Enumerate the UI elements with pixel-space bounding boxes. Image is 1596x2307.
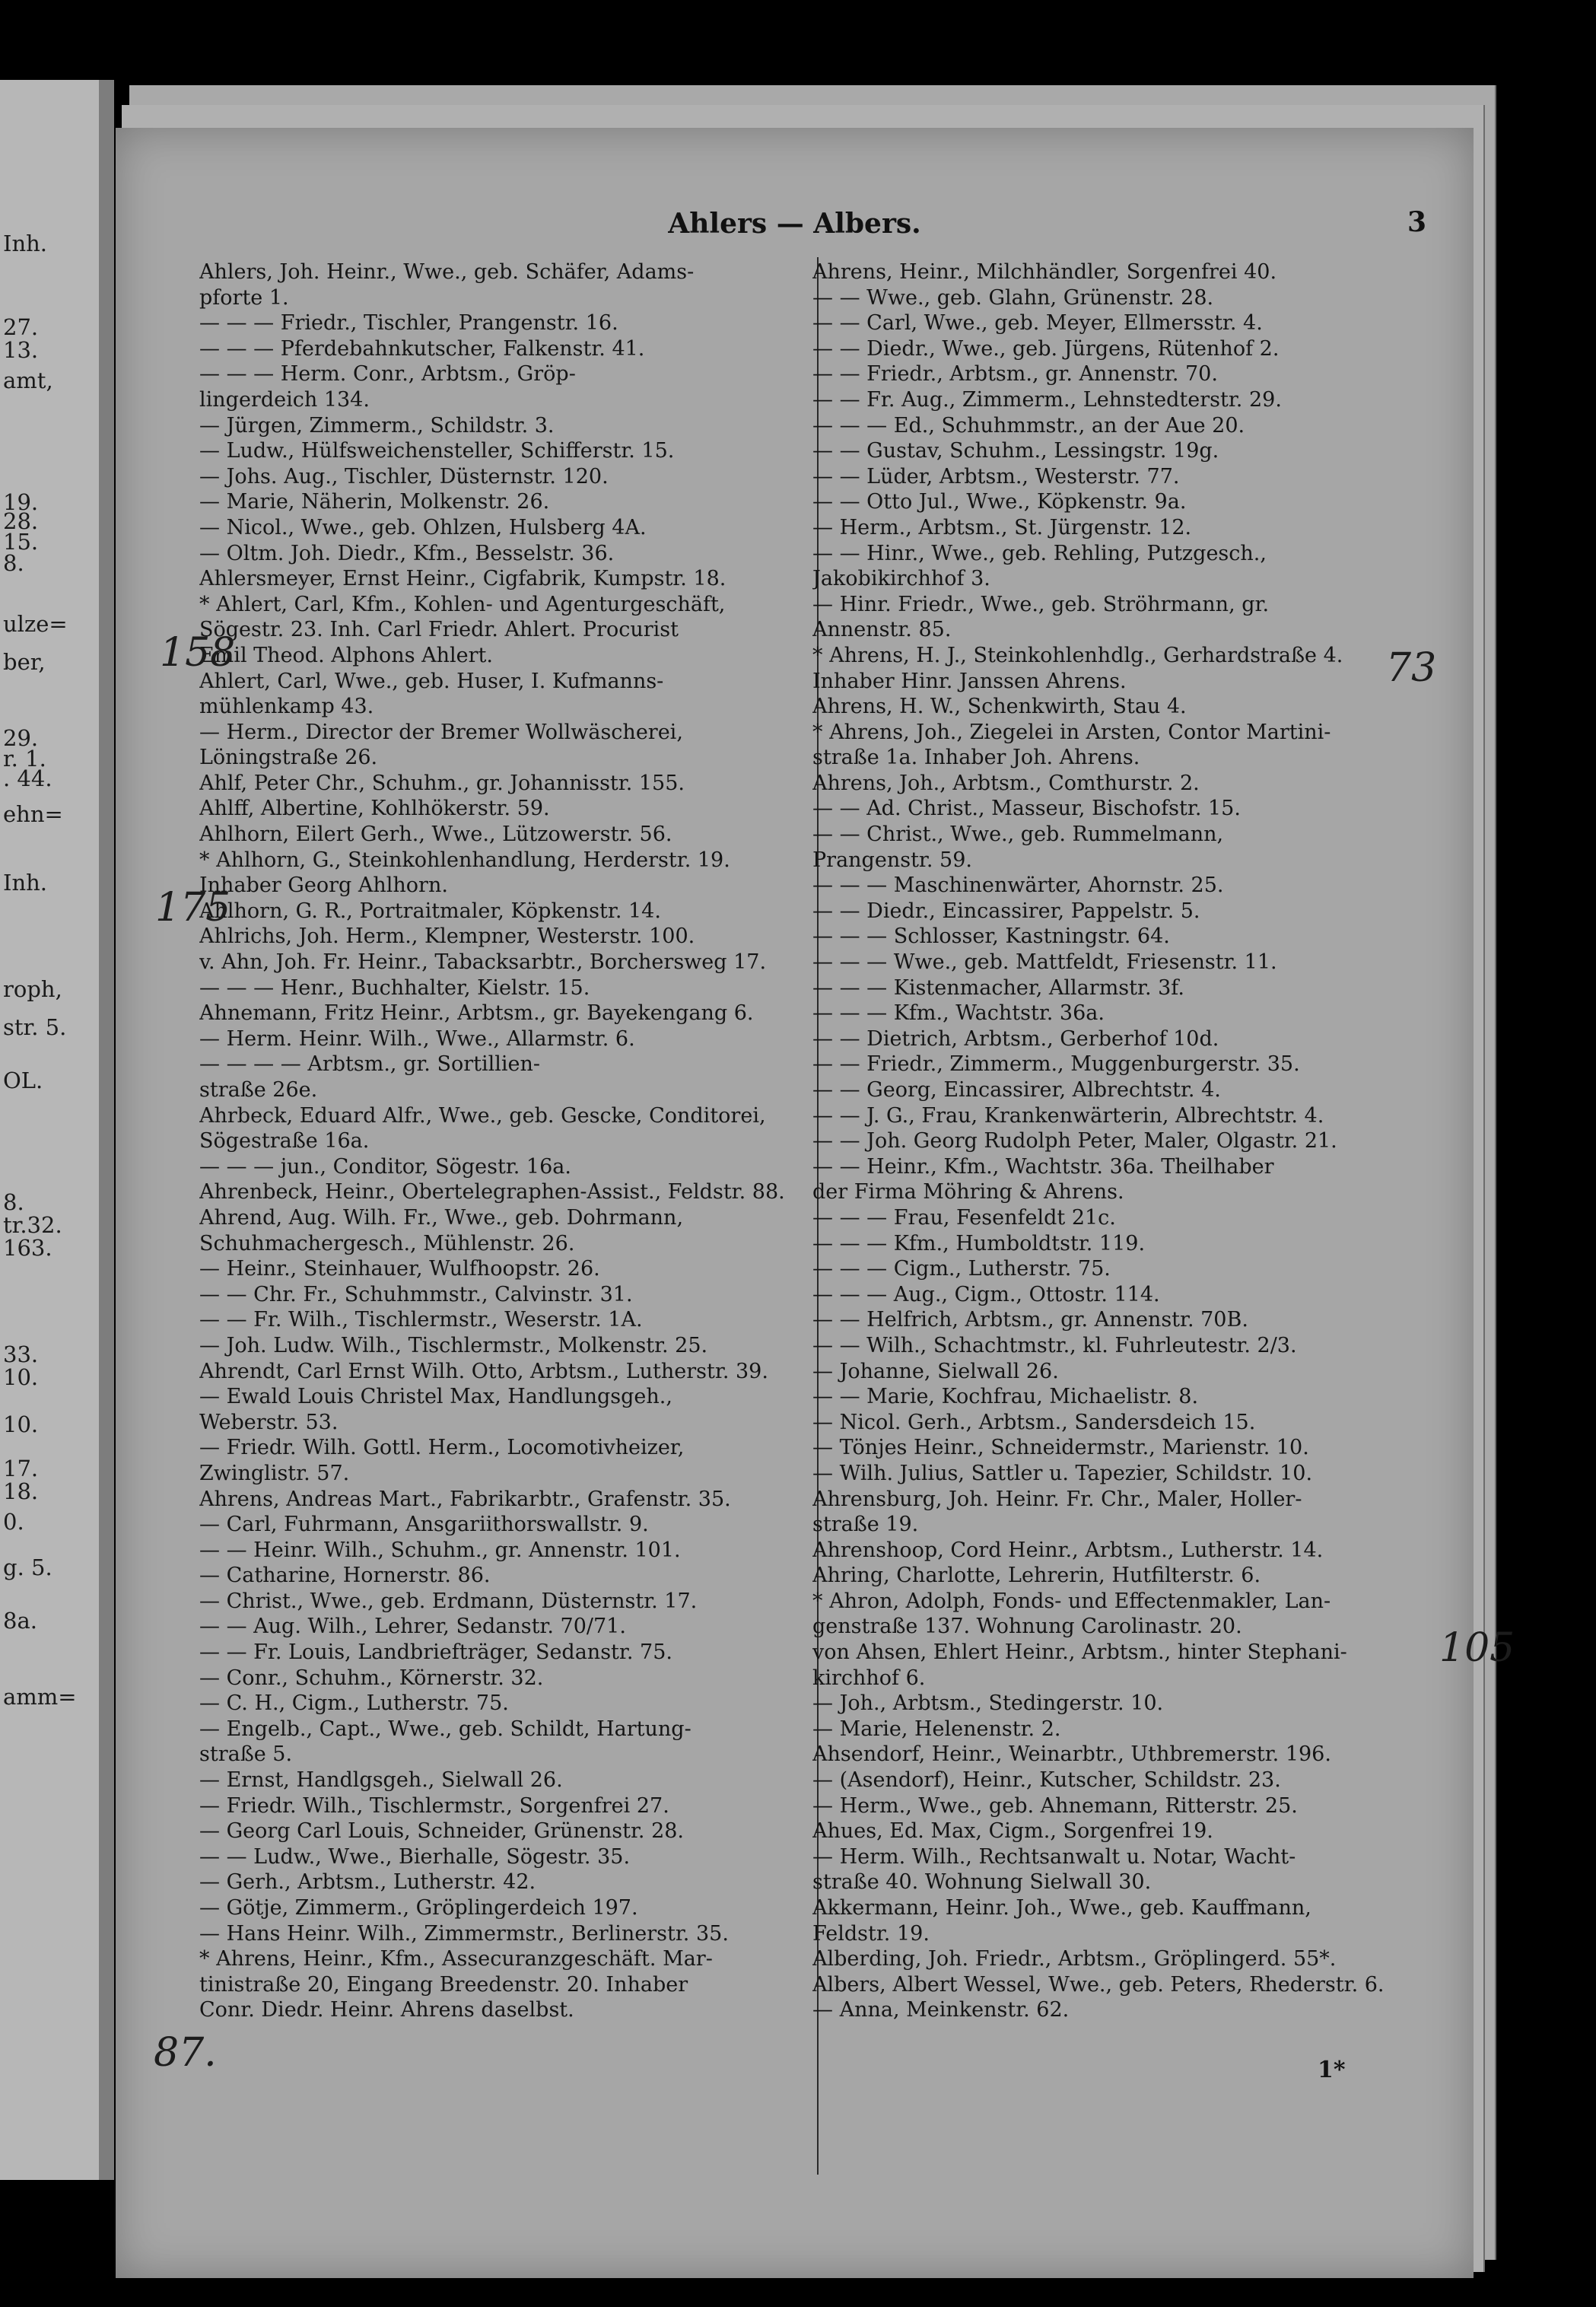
directory-entry-line: — Johanne, Sielwall 26. [812,1359,1059,1383]
directory-entry-line: — — Gustav, Schuhm., Lessingstr. 19g. [812,439,1219,463]
handwritten-annotation: 158 [160,630,236,676]
directory-entry-line: — Friedr. Wilh. Gottl. Herm., Locomotivheizer, [199,1436,685,1460]
directory-entry-line: * Ahlert, Carl, Kfm., Kohlen- und Agenturgeschäft, [199,592,726,616]
directory-entry-line: — — Otto Jul., Wwe., Köpkenstr. 9a. [812,490,1187,514]
directory-entry-line: — — — Aug., Cigm., Ottostr. 114. [812,1282,1160,1306]
directory-entry-line: Ahrens, Andreas Mart., Fabrikarbtr., Grafenstr. 35. [199,1487,731,1511]
directory-entry-line: — — Heinr., Kfm., Wachtstr. 36a. Theilhaber [812,1154,1274,1179]
directory-entry-line: Ahlrichs, Joh. Herm., Klempner, Westerstr. 100. [199,924,695,949]
adjacent-page-text: Inh. [3,870,48,896]
adjacent-page-text: 27. [3,314,39,340]
directory-entry-line: * Ahrens, H. J., Steinkohlenhdlg., Gerhardstraße 4. [812,643,1343,667]
directory-entry-line: — Nicol., Wwe., geb. Ohlzen, Hulsberg 4A. [199,515,647,539]
directory-entry-line: — — — Herm. Conr., Arbtsm., Gröp- [199,362,576,387]
adjacent-page-text: 28. [3,508,39,534]
directory-entry-line: — — Chr. Fr., Schuhmmstr., Calvinstr. 31. [199,1282,633,1306]
directory-entry-line: — Herm., Wwe., geb. Ahnemann, Ritterstr. 25. [812,1793,1298,1818]
directory-entry-line: — Georg Carl Louis, Schneider, Grünenstr. 28. [199,1819,685,1844]
directory-entry-line: Ahues, Ed. Max, Cigm., Sorgenfrei 19. [812,1819,1213,1844]
directory-entry-line: — Joh. Ludw. Wilh., Tischlermstr., Molkenstr. 25. [199,1333,708,1357]
directory-entry-line: mühlenkamp 43. [199,695,374,719]
directory-entry-line: — Marie, Näherin, Molkenstr. 26. [199,490,550,514]
directory-entry-line: — — — — Arbtsm., gr. Sortillien- [199,1052,541,1077]
directory-entry-line: — Joh., Arbtsm., Stedingerstr. 10. [812,1691,1164,1716]
directory-entry-line: — (Asendorf), Heinr., Kutscher, Schildstr. 23. [812,1768,1281,1793]
directory-entry-line: — — — Pferdebahnkutscher, Falkenstr. 41. [199,336,645,361]
directory-entry-line: — Tönjes Heinr., Schneidermstr., Marienstr. 10. [812,1436,1309,1460]
directory-entry-line: Ahlert, Carl, Wwe., geb. Huser, I. Kufmanns- [199,669,664,693]
directory-entry-line: — — Diedr., Eincassirer, Pappelstr. 5. [812,899,1200,923]
directory-entry-line: Ahrens, H. W., Schenkwirth, Stau 4. [812,695,1187,719]
directory-entry-line: — — — Frau, Fesenfeldt 21c. [812,1205,1116,1230]
directory-entry-line: — — Heinr. Wilh., Schuhm., gr. Annenstr. 101. [199,1538,681,1562]
adjacent-page-text: 17. [3,1456,39,1481]
directory-entry-line: Ahrbeck, Eduard Alfr., Wwe., geb. Gescke, Conditorei, [199,1103,766,1128]
directory-entry-line: Akkermann, Heinr. Joh., Wwe., geb. Kauffmann, [812,1896,1311,1920]
adjacent-page-text: 0. [3,1509,24,1535]
directory-entry-line: — — — Schlosser, Kastningstr. 64. [812,924,1170,949]
adjacent-page-text: 33. [3,1341,39,1367]
directory-entry-line: — — Hinr., Wwe., geb. Rehling, Putzgesch., [812,541,1267,565]
handwritten-annotation: 105 [1439,1625,1515,1671]
directory-entry-line: — Friedr. Wilh., Tischlermstr., Sorgenfrei 27. [199,1793,669,1818]
directory-entry-line: tinistraße 20, Eingang Breedenstr. 20. Inhaber [199,1972,688,1997]
adjacent-page-text: r. 1. [3,746,46,772]
directory-entry-line: — Hinr. Friedr., Wwe., geb. Ströhrmann, gr. [812,592,1270,616]
page-number: 3 [1407,206,1427,238]
directory-entry-line: Albers, Albert Wessel, Wwe., geb. Peters, Rhederstr. 6. [812,1972,1385,1997]
directory-entry-line: — — Marie, Kochfrau, Michaelistr. 8. [812,1385,1199,1409]
directory-entry-line: straße 26e. [199,1078,318,1102]
directory-entry-line: straße 5. [199,1742,293,1767]
handwritten-annotation: 175 [155,885,231,931]
adjacent-page-text: ehn= [3,801,63,827]
directory-entry-line: — Christ., Wwe., geb. Erdmann, Düsternstr. 17. [199,1589,698,1613]
directory-entry-line: — — Friedr., Zimmerm., Muggenburgerstr. 35. [812,1052,1300,1077]
directory-entry-line: — C. H., Cigm., Lutherstr. 75. [199,1691,509,1716]
directory-entry-line: — — Fr. Louis, Landbriefträger, Sedanstr. 75. [199,1640,672,1665]
directory-entry-line: Sögestraße 16a. [199,1129,370,1154]
directory-entry-line: — — Fr. Aug., Zimmerm., Lehnstedterstr. 29. [812,387,1282,412]
directory-entry-line: — — Wwe., geb. Glahn, Grünenstr. 28. [812,285,1214,310]
directory-entry-line: — Carl, Fuhrmann, Ansgariithorswallstr. 9. [199,1513,649,1537]
directory-entry-line: — Hans Heinr. Wilh., Zimmermstr., Berlinerstr. 35. [199,1921,729,1946]
directory-entry-line: * Ahrens, Joh., Ziegelei in Arsten, Contor Martini- [812,720,1331,744]
directory-entry-line: — Oltm. Joh. Diedr., Kfm., Besselstr. 36. [199,541,615,565]
directory-entry-line: — Herm., Arbtsm., St. Jürgenstr. 12. [812,515,1192,539]
directory-entry-line: Ahrens, Joh., Arbtsm., Comthurstr. 2. [812,771,1200,795]
directory-entry-line: — — Ludw., Wwe., Bierhalle, Sögestr. 35. [199,1844,631,1869]
adjacent-page-text: 29. [3,725,39,751]
adjacent-page-text: tr.32. [3,1212,62,1238]
directory-entry-line: Ahrensburg, Joh. Heinr. Fr. Chr., Maler, Holler- [812,1487,1302,1511]
directory-entry-line: Sögestr. 23. Inh. Carl Friedr. Ahlert. Procurist [199,618,679,642]
directory-entry-line: Inhaber Georg Ahlhorn. [199,873,448,898]
directory-entry-line: Ahrenshoop, Cord Heinr., Arbtsm., Lutherstr. 14. [812,1538,1324,1562]
directory-entry-line: — — Ad. Christ., Masseur, Bischofstr. 15. [812,797,1241,821]
directory-entry-line: — Jürgen, Zimmerm., Schildstr. 3. [199,413,555,438]
directory-entry-line: — — — Wwe., geb. Mattfeldt, Friesenstr. 11. [812,950,1277,975]
directory-entry-line: von Ahsen, Ehlert Heinr., Arbtsm., hinter Stephani- [812,1640,1347,1665]
adjacent-page-text: g. 5. [3,1554,52,1580]
adjacent-page-text: 163. [3,1235,52,1261]
directory-entry-line: Ahlers, Joh. Heinr., Wwe., geb. Schäfer, Adams- [199,260,695,284]
directory-entry-line: Jakobikirchhof 3. [812,567,990,591]
directory-entry-line: — — Dietrich, Arbtsm., Gerberhof 10d. [812,1026,1219,1051]
directory-entry-line: Alberding, Joh. Friedr., Arbtsm., Gröplingerd. 55*. [812,1947,1337,1971]
directory-entry-line: — — Friedr., Arbtsm., gr. Annenstr. 70. [812,362,1218,387]
directory-entry-line: Feldstr. 19. [812,1921,930,1946]
directory-entry-line: kirchhof 6. [812,1666,926,1690]
left-column [199,259,808,2023]
adjacent-page-text: Inh. [3,231,48,256]
adjacent-page-text: 10. [3,1364,39,1390]
adjacent-page-text: str. 5. [3,1014,67,1040]
directory-entry-line: Annenstr. 85. [812,618,952,642]
directory-entry-line: Ahlf, Peter Chr., Schuhm., gr. Johannisstr. 155. [199,771,685,795]
directory-entry-line: — — — jun., Conditor, Sögestr. 16a. [199,1154,571,1179]
directory-entry-line: straße 19. [812,1513,919,1537]
directory-entry-line: — Engelb., Capt., Wwe., geb. Schildt, Hartung- [199,1717,691,1741]
directory-entry-line: — — — Kfm., Wachtstr. 36a. [812,1001,1105,1026]
directory-entry-line: * Ahron, Adolph, Fonds- und Effectenmakler, Lan- [812,1589,1331,1613]
right-column [812,259,1421,2023]
directory-entry-line: — — Georg, Eincassirer, Albrechtstr. 4. [812,1078,1221,1102]
directory-entry-line: — Catharine, Hornerstr. 86. [199,1564,491,1588]
directory-entry-line: — — — Maschinenwärter, Ahornstr. 25. [812,873,1224,898]
directory-entry-line: Löningstraße 26. [199,746,378,770]
directory-entry-line: straße 40. Wohnung Sielwall 30. [812,1870,1152,1895]
directory-entry-line: Ahring, Charlotte, Lehrerin, Hutfilterstr. 6. [812,1564,1261,1588]
directory-entry-line: — — — Cigm., Lutherstr. 75. [812,1257,1111,1281]
directory-entry-line: Schuhmachergesch., Mühlenstr. 26. [199,1231,575,1255]
directory-entry-line: — — — Kistenmacher, Allarmstr. 3f. [812,975,1184,1000]
directory-entry-line: — Marie, Helenenstr. 2. [812,1717,1061,1741]
adjacent-page [0,80,114,2180]
directory-entry-line: — — Lüder, Arbtsm., Westerstr. 77. [812,464,1180,488]
adjacent-page-text: 18. [3,1478,39,1504]
directory-entry-line: lingerdeich 134. [199,387,370,412]
directory-entry-line: Ahlff, Albertine, Kohlhökerstr. 59. [199,797,550,821]
directory-entry-line: Ahsendorf, Heinr., Weinarbtr., Uthbremerstr. 196. [812,1742,1331,1767]
adjacent-page-text: 8. [3,1189,24,1215]
directory-entry-line: * Ahlhorn, G., Steinkohlenhandlung, Herderstr. 19. [199,848,730,872]
adjacent-page-text: OL. [3,1068,43,1093]
directory-entry-line: — Conr., Schuhm., Körnerstr. 32. [199,1666,544,1690]
directory-entry-line: Ahnemann, Fritz Heinr., Arbtsm., gr. Bayekengang 6. [199,1001,754,1026]
directory-entry-line: * Ahrens, Heinr., Kfm., Assecuranzgeschäft. Mar- [199,1947,713,1971]
directory-entry-line: — Ludw., Hülfsweichensteller, Schifferstr. 15. [199,439,675,463]
directory-entry-line: Weberstr. 53. [199,1410,339,1434]
directory-entry-line: — Gerh., Arbtsm., Lutherstr. 42. [199,1870,536,1895]
signature-mark: 1* [1318,2057,1346,2083]
directory-entry-line: der Firma Möhring & Ahrens. [812,1180,1124,1204]
directory-entry-line: Inhaber Hinr. Janssen Ahrens. [812,669,1127,693]
directory-entry-line: Zwinglistr. 57. [199,1461,350,1485]
directory-entry-line: — Wilh. Julius, Sattler u. Tapezier, Schildstr. 10. [812,1461,1313,1485]
adjacent-page-text: 10. [3,1411,39,1437]
directory-entry-line: — — Fr. Wilh., Tischlermstr., Weserstr. 1A. [199,1308,643,1332]
directory-entry-line: — Anna, Meinkenstr. 62. [812,1998,1070,2022]
directory-entry-line: — Heinr., Steinhauer, Wulfhoopstr. 26. [199,1257,600,1281]
directory-page [116,128,1515,2278]
directory-entry-line: Prangenstr. 59. [812,848,972,872]
directory-entry-line: Ahrendt, Carl Ernst Wilh. Otto, Arbtsm., Lutherstr. 39. [199,1359,768,1383]
directory-entry-line: pforte 1. [199,285,289,310]
directory-entry-line: — — Diedr., Wwe., geb. Jürgens, Rütenhof 2. [812,336,1280,361]
page-gutter [99,80,114,2180]
adjacent-page-text: 19. [3,489,39,515]
directory-entry-line: — Nicol. Gerh., Arbtsm., Sandersdeich 15. [812,1410,1256,1434]
directory-entry-line: Ahrend, Aug. Wilh. Fr., Wwe., geb. Dohrmann, [199,1205,684,1230]
directory-entry-line: Ahlersmeyer, Ernst Heinr., Cigfabrik, Kumpstr. 18. [199,567,726,591]
directory-entry-line: genstraße 137. Wohnung Carolinastr. 20. [812,1615,1242,1639]
directory-entry-line: v. Ahn, Joh. Fr. Heinr., Tabacksarbtr., Borchersweg 17. [199,950,767,975]
directory-entry-line: — Johs. Aug., Tischler, Düsternstr. 120. [199,464,609,488]
directory-entry-line: Ahrenbeck, Heinr., Obertelegraphen-Assist., Feldstr. 88. [199,1180,785,1204]
directory-entry-line: — Herm. Wilh., Rechtsanwalt u. Notar, Wacht- [812,1844,1296,1869]
directory-entry-line: Ahlhorn, G. R., Portraitmaler, Köpkenstr. 14. [199,899,661,923]
directory-entry-line: — Herm., Director der Bremer Wollwäscherei, [199,720,683,744]
directory-entry-line: — — — Kfm., Humboldtstr. 119. [812,1231,1146,1255]
directory-entry-line: — — — Ed., Schuhmmstr., an der Aue 20. [812,413,1245,438]
directory-entry-line: Emil Theod. Alphons Ahlert. [199,643,493,667]
running-header: Ahlers — Albers. [668,208,921,240]
adjacent-page-text: 8a. [3,1608,37,1634]
directory-entry-line: — — Carl, Wwe., geb. Meyer, Ellmersstr. 4. [812,311,1263,336]
adjacent-page-text: . 44. [3,765,52,791]
directory-entry-line: Ahlhorn, Eilert Gerh., Wwe., Lützowerstr. 56. [199,823,672,847]
adjacent-page-text: amm= [3,1684,77,1710]
adjacent-page-text: amt, [3,368,53,393]
directory-entry-line: — Ewald Louis Christel Max, Handlungsgeh., [199,1385,672,1409]
directory-entry-line: — — Christ., Wwe., geb. Rummelmann, [812,823,1224,847]
directory-entry-line: — — J. G., Frau, Krankenwärterin, Albrechtstr. 4. [812,1103,1324,1128]
directory-entry-line: — — Aug. Wilh., Lehrer, Sedanstr. 70/71. [199,1615,626,1639]
directory-entry-line: — — — Friedr., Tischler, Prangenstr. 16. [199,311,618,336]
adjacent-page-text: ber, [3,649,46,675]
directory-entry-line: — — Joh. Georg Rudolph Peter, Maler, Olgastr. 21. [812,1129,1337,1154]
handwritten-annotation: 87. [154,2030,217,2076]
directory-entry-line: Ahrens, Heinr., Milchhändler, Sorgenfrei 40. [812,260,1277,284]
directory-entry-line: — — — Henr., Buchhalter, Kielstr. 15. [199,975,590,1000]
handwritten-annotation: 73 [1386,645,1437,691]
adjacent-page-text: 15. [3,529,39,555]
adjacent-page-text: roph, [3,976,62,1002]
directory-entry-line: — Ernst, Handlgsgeh., Sielwall 26. [199,1768,563,1793]
directory-entry-line: — — Helfrich, Arbtsm., gr. Annenstr. 70B. [812,1308,1248,1332]
directory-entry-line: — — Wilh., Schachtmstr., kl. Fuhrleutestr. 2/3. [812,1333,1297,1357]
directory-entry-line: — Herm. Heinr. Wilh., Wwe., Allarmstr. 6. [199,1026,635,1051]
directory-entry-line: straße 1a. Inhaber Joh. Ahrens. [812,746,1140,770]
adjacent-page-text: 13. [3,337,39,363]
adjacent-page-text: ulze= [3,611,68,637]
adjacent-page-text: 8. [3,550,24,576]
directory-entry-line: Conr. Diedr. Heinr. Ahrens daselbst. [199,1998,574,2022]
directory-entry-line: — Götje, Zimmerm., Gröplingerdeich 197. [199,1896,638,1920]
